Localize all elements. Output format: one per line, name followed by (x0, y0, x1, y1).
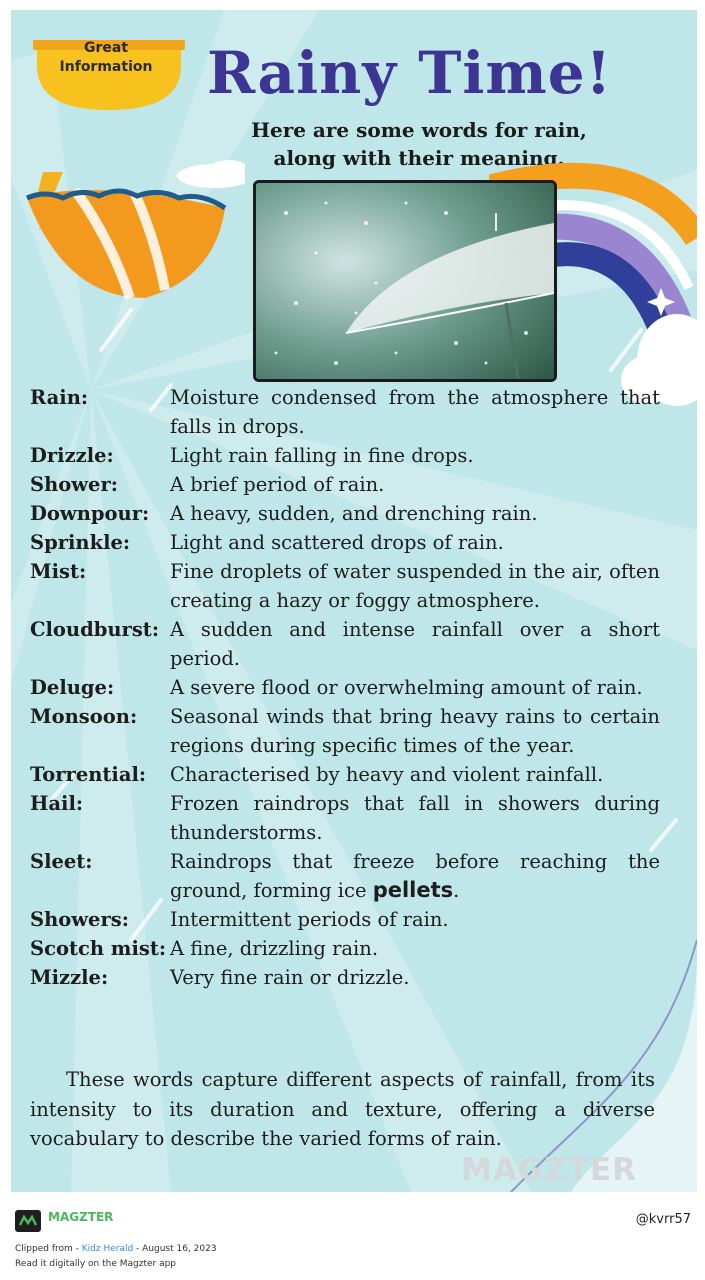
definition-row (30, 615, 660, 673)
definition-term: Torrential: (30, 763, 147, 786)
user-handle[interactable]: @kvrr57 (635, 1212, 691, 1227)
badge-label: Great Information (59, 40, 153, 75)
definition-meaning: A severe flood or overwhelming amount of rain. (170, 676, 643, 699)
definition-meaning: Intermittent periods of rain. (170, 908, 449, 931)
definition-row (30, 934, 660, 963)
definition-meaning: Fine droplets of water suspended in the air, often creating a hazy or foggy atmosphere. (170, 560, 660, 612)
definition-row (30, 383, 660, 441)
umbrella-rain-photo (253, 180, 557, 382)
definition-term: Downpour: (30, 502, 150, 525)
definition-term: Showers: (30, 908, 129, 931)
definition-term: Cloudburst: (30, 618, 160, 641)
definition-meaning: Seasonal winds that bring heavy rains to certain regions during specific times of the year. (170, 705, 660, 757)
read-digitally-line: Read it digitally on the Magzter app (15, 1259, 177, 1269)
definition-row (30, 673, 660, 702)
definition-term: Mist: (30, 560, 87, 583)
definition-row (30, 702, 660, 760)
definition-term: Sprinkle: (30, 531, 131, 554)
definition-meaning: Light rain falling in fine drops. (170, 444, 474, 467)
definition-meaning: Characterised by heavy and violent rainfall. (170, 763, 604, 786)
definition-term: Shower: (30, 473, 118, 496)
clipped-prefix: Clipped from - (15, 1244, 82, 1254)
definition-row (30, 557, 660, 615)
definition-meaning: A heavy, sudden, and drenching rain. (170, 502, 538, 525)
clipped-from-line (15, 1244, 217, 1254)
definition-term: Mizzle: (30, 966, 109, 989)
magzter-logo-icon[interactable] (15, 1210, 41, 1232)
definition-term: Drizzle: (30, 444, 114, 467)
definition-end: . (453, 879, 460, 902)
definition-row (30, 847, 660, 905)
definition-row (30, 760, 660, 789)
definition-meaning: Moisture condensed from the atmosphere that falls in drops. (170, 386, 660, 438)
definition-term: Hail: (30, 792, 84, 815)
definition-list (30, 383, 660, 992)
definition-term: Sleet: (30, 850, 93, 873)
closing-paragraph: These words capture different aspects of rainfall, from its intensity to its duration and texture, offering a diverse vocabulary to describe the varied forms of rain. (30, 1068, 655, 1150)
definition-meaning-text: Raindrops that freeze before reaching the ground, forming ice (170, 850, 660, 902)
umbrella-illustration (15, 158, 245, 308)
definition-term: Monsoon: (30, 705, 138, 728)
definition-row (30, 499, 660, 528)
definition-meaning: Light and scattered drops of rain. (170, 531, 504, 554)
definition-row (30, 963, 660, 992)
definition-row (30, 470, 660, 499)
page-title: Rainy Time! (207, 39, 613, 107)
clipped-date: - August 16, 2023 (133, 1244, 217, 1254)
definition-emphasis: pellets (372, 878, 454, 902)
definition-meaning: Very fine rain or drizzle. (170, 966, 410, 989)
definition-meaning (170, 847, 660, 905)
definition-row (30, 789, 660, 847)
magzter-brand[interactable]: MAGZTER (48, 1210, 114, 1224)
definition-term: Deluge: (30, 676, 115, 699)
definition-row (30, 905, 660, 934)
definition-row (30, 528, 660, 557)
definition-meaning: Frozen raindrops that fall in showers during thunderstorms. (170, 792, 660, 844)
clip-footer (0, 1192, 705, 1280)
definition-row (30, 441, 660, 470)
definition-term: Rain: (30, 386, 89, 409)
publication-link[interactable]: Kidz Herald (81, 1244, 134, 1254)
article-page (11, 10, 697, 1192)
definition-meaning: A brief period of rain. (170, 473, 385, 496)
definition-meaning: A sudden and intense rainfall over a short period. (170, 618, 660, 670)
subtitle: Here are some words for rain, along with their meaning. (251, 118, 587, 170)
definition-term: Scotch mist: (30, 937, 167, 960)
definition-meaning: A fine, drizzling rain. (170, 937, 379, 960)
magzter-watermark: MAGZTER (461, 1152, 637, 1188)
